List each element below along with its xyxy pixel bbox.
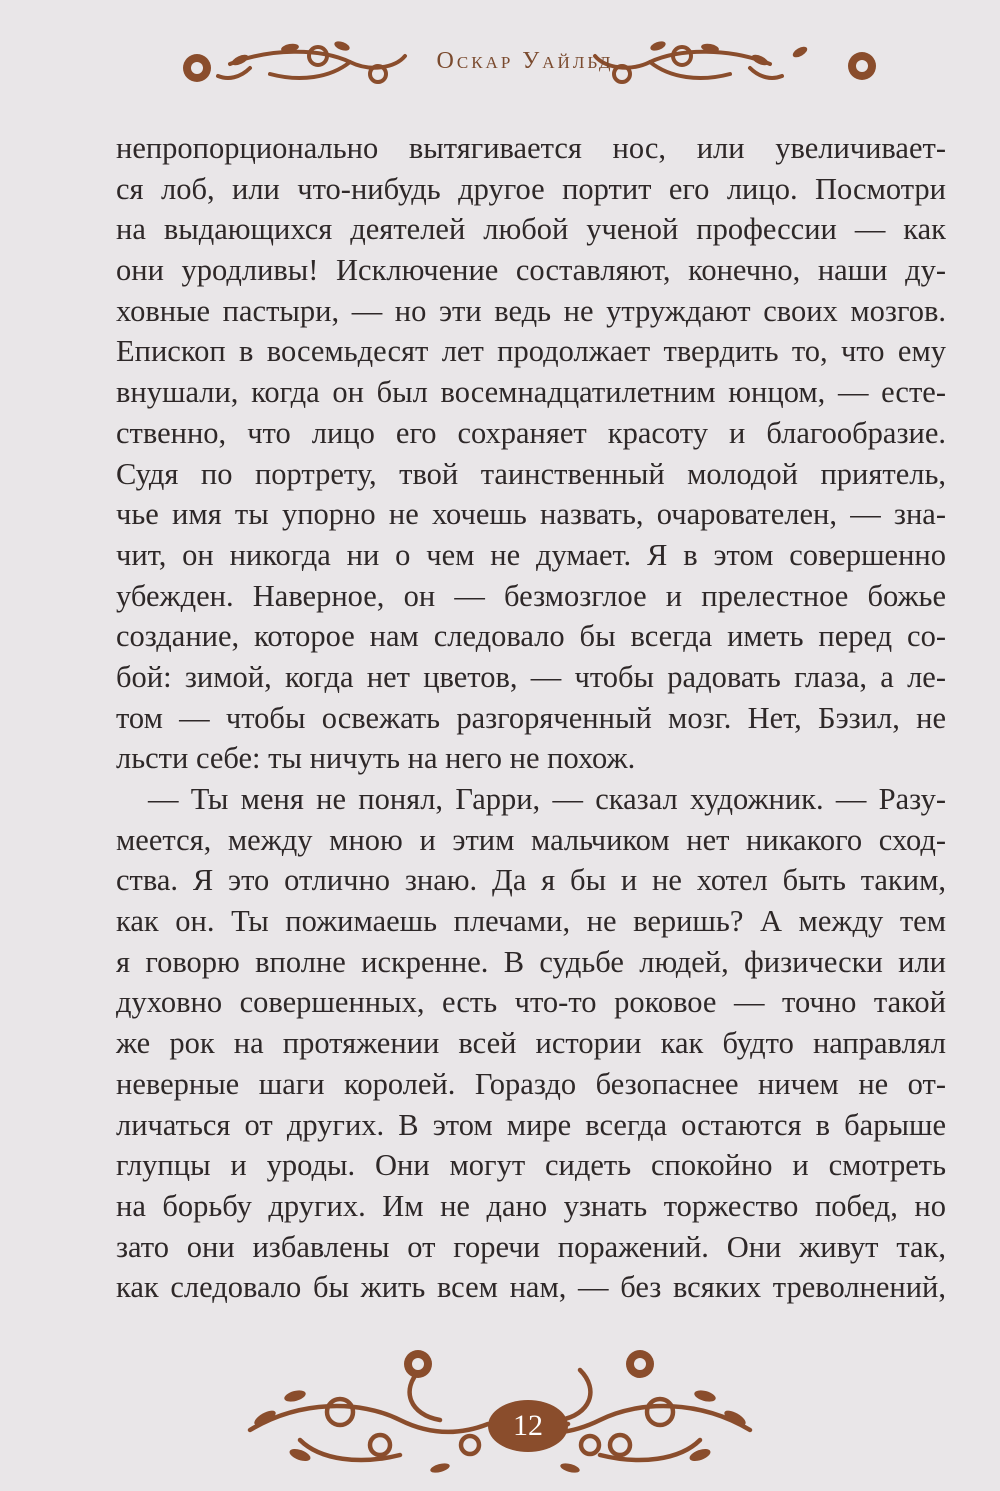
text-line: зато они избавлены от горечи поражений. Они живут так, — [116, 1229, 946, 1264]
text-line: меется, между мною и этим мальчиком нет никакого сход- — [116, 822, 946, 857]
text-line: чит, он никогда ни о чем не думает. Я в этом совершенно — [116, 537, 946, 572]
text-line: непропорционально вытягивается нос, или увеличивает- — [116, 131, 946, 165]
text-line: личаться от других. В этом мире всегда остаются в барыше — [116, 1107, 946, 1142]
text-line: бой: зимой, когда нет цветов, — чтобы радовать глаза, а ле- — [116, 659, 946, 694]
text-line: неверные шаги королей. Гораздо безопаснее ничем не от- — [116, 1066, 946, 1101]
text-line: духовно совершенных, есть что-то роковое — точно такой — [116, 985, 946, 1020]
text-line: — Ты меня не понял, Гарри, — сказал художник. — Разу- — [148, 782, 946, 816]
text-line: внушали, когда он был восемнадцатилетним юнцом, — есте- — [116, 375, 946, 410]
body-text — [116, 128, 946, 1308]
text-line: ственно, что лицо его сохраняет красоту и благообразие. — [116, 415, 946, 450]
text-line: том — чтобы освежать разгоряченный мозг. Нет, Бэзил, не — [116, 700, 946, 735]
text-line: как он. Ты пожимаешь плечами, не веришь? А между тем — [116, 904, 946, 939]
text-line: на выдающихся деятелей любой ученой профессии — как — [116, 212, 946, 247]
page-number: 12 — [513, 1409, 543, 1442]
text-line: ся лоб, или что-нибудь другое портит его лицо. Посмотри — [116, 171, 946, 206]
text-line: Судя по портрету, твой таинственный молодой приятель, — [116, 456, 946, 491]
author-name: Оскар Уайльд — [436, 48, 614, 74]
text-line: ства. Я это отлично знаю. Да я бы и не хотел быть таким, — [116, 863, 946, 898]
text-line: Епископ в восемьдесят лет продолжает твердить то, что ему — [116, 334, 946, 369]
text-line: чье имя ты упорно не хочешь назвать, очарователен, — зна- — [116, 497, 946, 532]
text-line: глупцы и уроды. Они могут сидеть спокойно и смотреть — [116, 1148, 946, 1183]
text-line: убежден. Наверное, он — безмозглое и прелестное божье — [116, 578, 946, 613]
text-line: ховные пастыри, — но эти ведь не утруждают своих мозгов. — [116, 293, 946, 328]
text-line: создание, которое нам следовало бы всегда иметь перед со- — [116, 619, 946, 654]
text-line: я говорю вполне искренне. В судьбе людей, физически или — [116, 944, 946, 979]
text-line: же рок на протяжении всей истории как будто направлял — [116, 1026, 946, 1061]
text-line: как следовало бы жить всем нам, — без всяких треволнений, — [116, 1270, 946, 1305]
text-line: на борьбу других. Им не дано узнать торжество побед, но — [116, 1188, 946, 1223]
text-line: льсти себе: ты ничуть на него не похож. — [116, 741, 636, 776]
text-line: они уродливы! Исключение составляют, конечно, наши ду- — [116, 253, 946, 288]
